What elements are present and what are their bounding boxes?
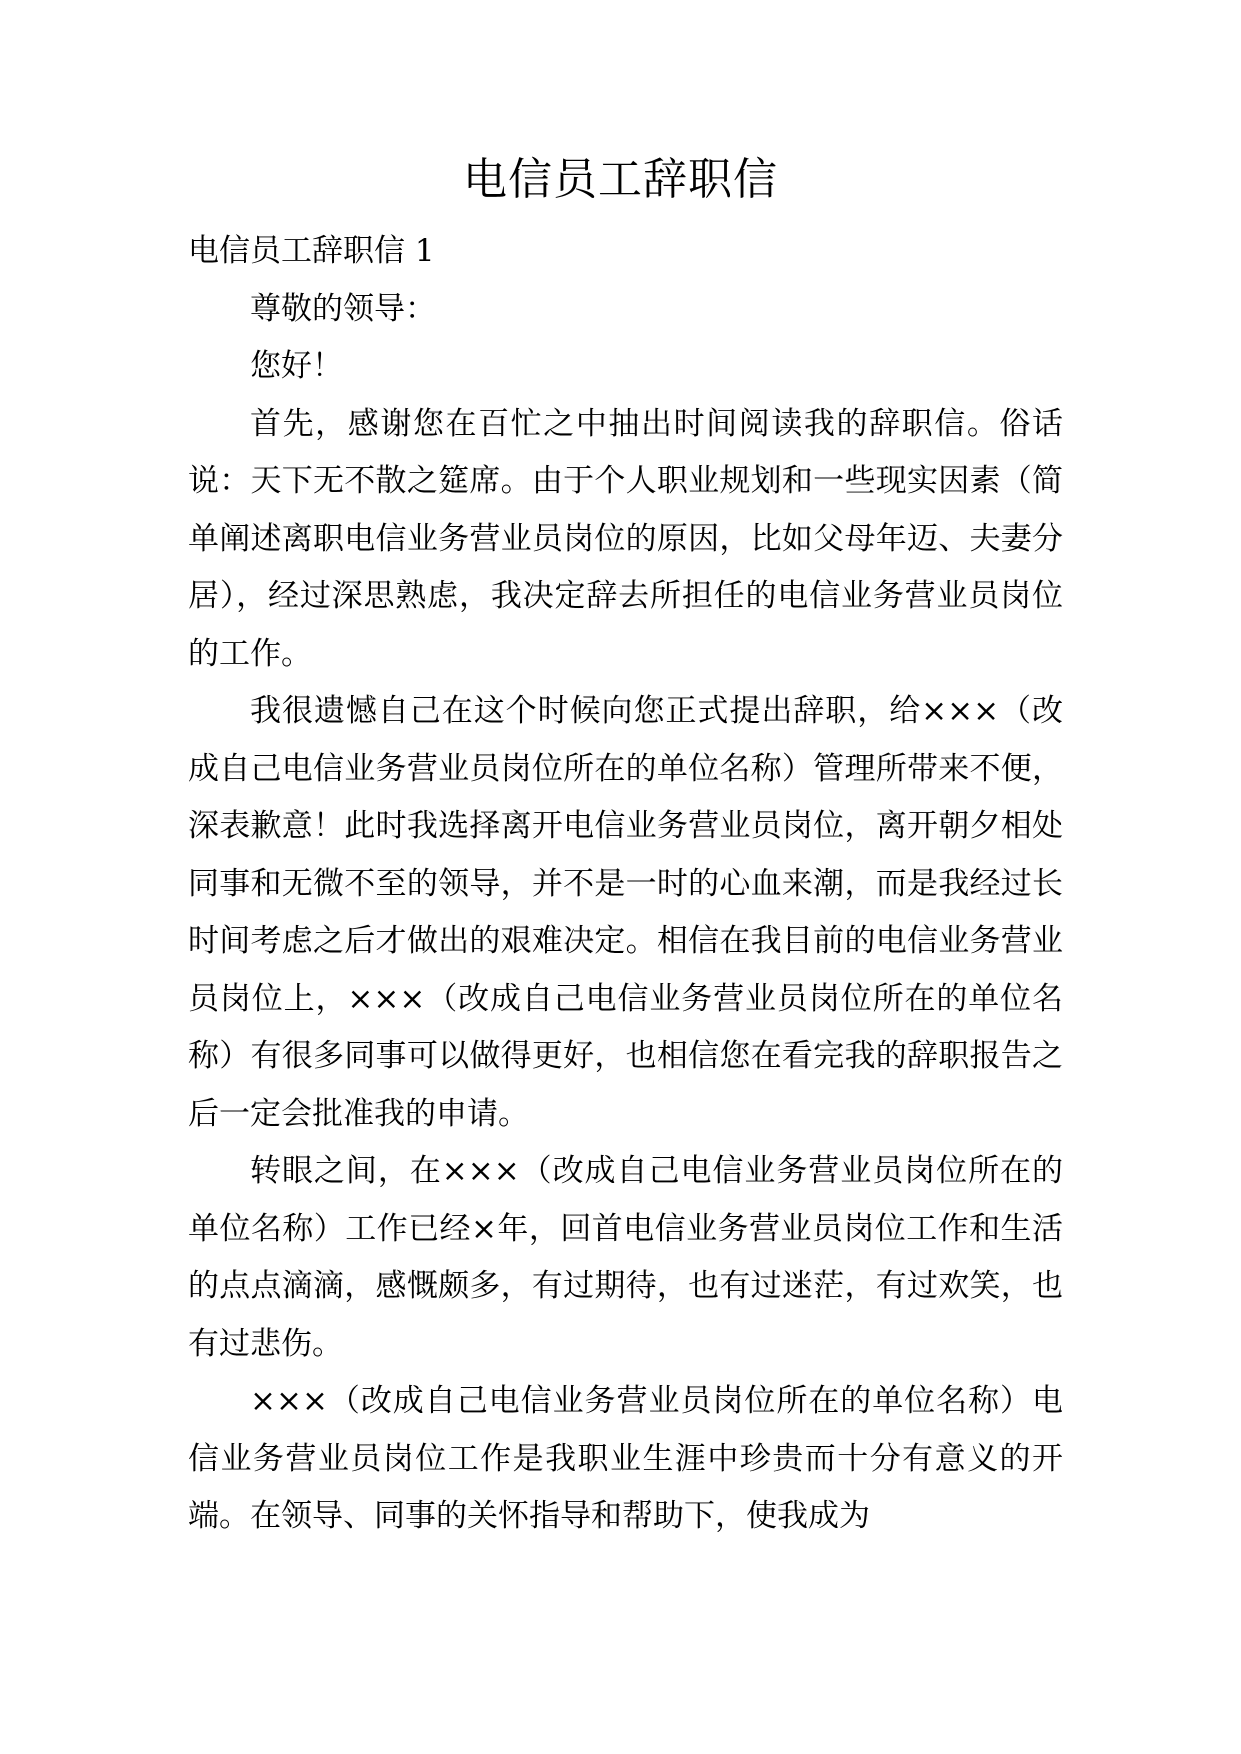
letter-subtitle: 电信员工辞职信 1 xyxy=(188,233,435,269)
body-paragraph: 首先，感谢您在百忙之中抽出时间阅读我的辞职信。俗话说：天下无不散之筵席。由于个人职业规划和一些现实因素（简单阐述离职电信业务营业员岗位的原因，比如父母年迈、夫妻分居），经过深思熟虑，我决定辞去所担任的电信业务营业员岗位的工作。 xyxy=(188,405,1063,672)
document-body xyxy=(188,223,1063,1546)
greeting: 您好！ xyxy=(250,348,343,384)
salutation: 尊敬的领导： xyxy=(250,290,436,327)
document-title: 电信员工辞职信 xyxy=(463,154,778,205)
body-paragraph: ×××（改成自己电信业务营业员岗位所在的单位名称）电信业务营业员岗位工作是我职业生涯中珍贵而十分有意义的开端。在领导、同事的关怀指导和帮助下，使我成为 xyxy=(188,1383,1063,1534)
body-paragraph: 转眼之间，在×××（改成自己电信业务营业员岗位所在的单位名称）工作已经×年，回首电信业务营业员岗位工作和生活的点点滴滴，感慨颇多，有过期待，也有过迷茫，有过欢笑，也有过悲伤。 xyxy=(188,1153,1063,1362)
body-paragraph: 我很遗憾自己在这个时候向您正式提出辞职，给×××（改成自己电信业务营业员岗位所在的单位名称）管理所带来不便，深表歉意！此时我选择离开电信业务营业员岗位，离开朝夕相处同事和无微不至的领导，并不是一时的心血来潮，而是我经过长时间考虑之后才做出的艰难决定。相信在我目前的电信业务营业员岗位上，×××（改成自己电信业务营业员岗位所在的单位名称）有很多同事可以做得更好，也相信您在看完我的辞职报告之后一定会批准我的申请。 xyxy=(188,693,1063,1132)
